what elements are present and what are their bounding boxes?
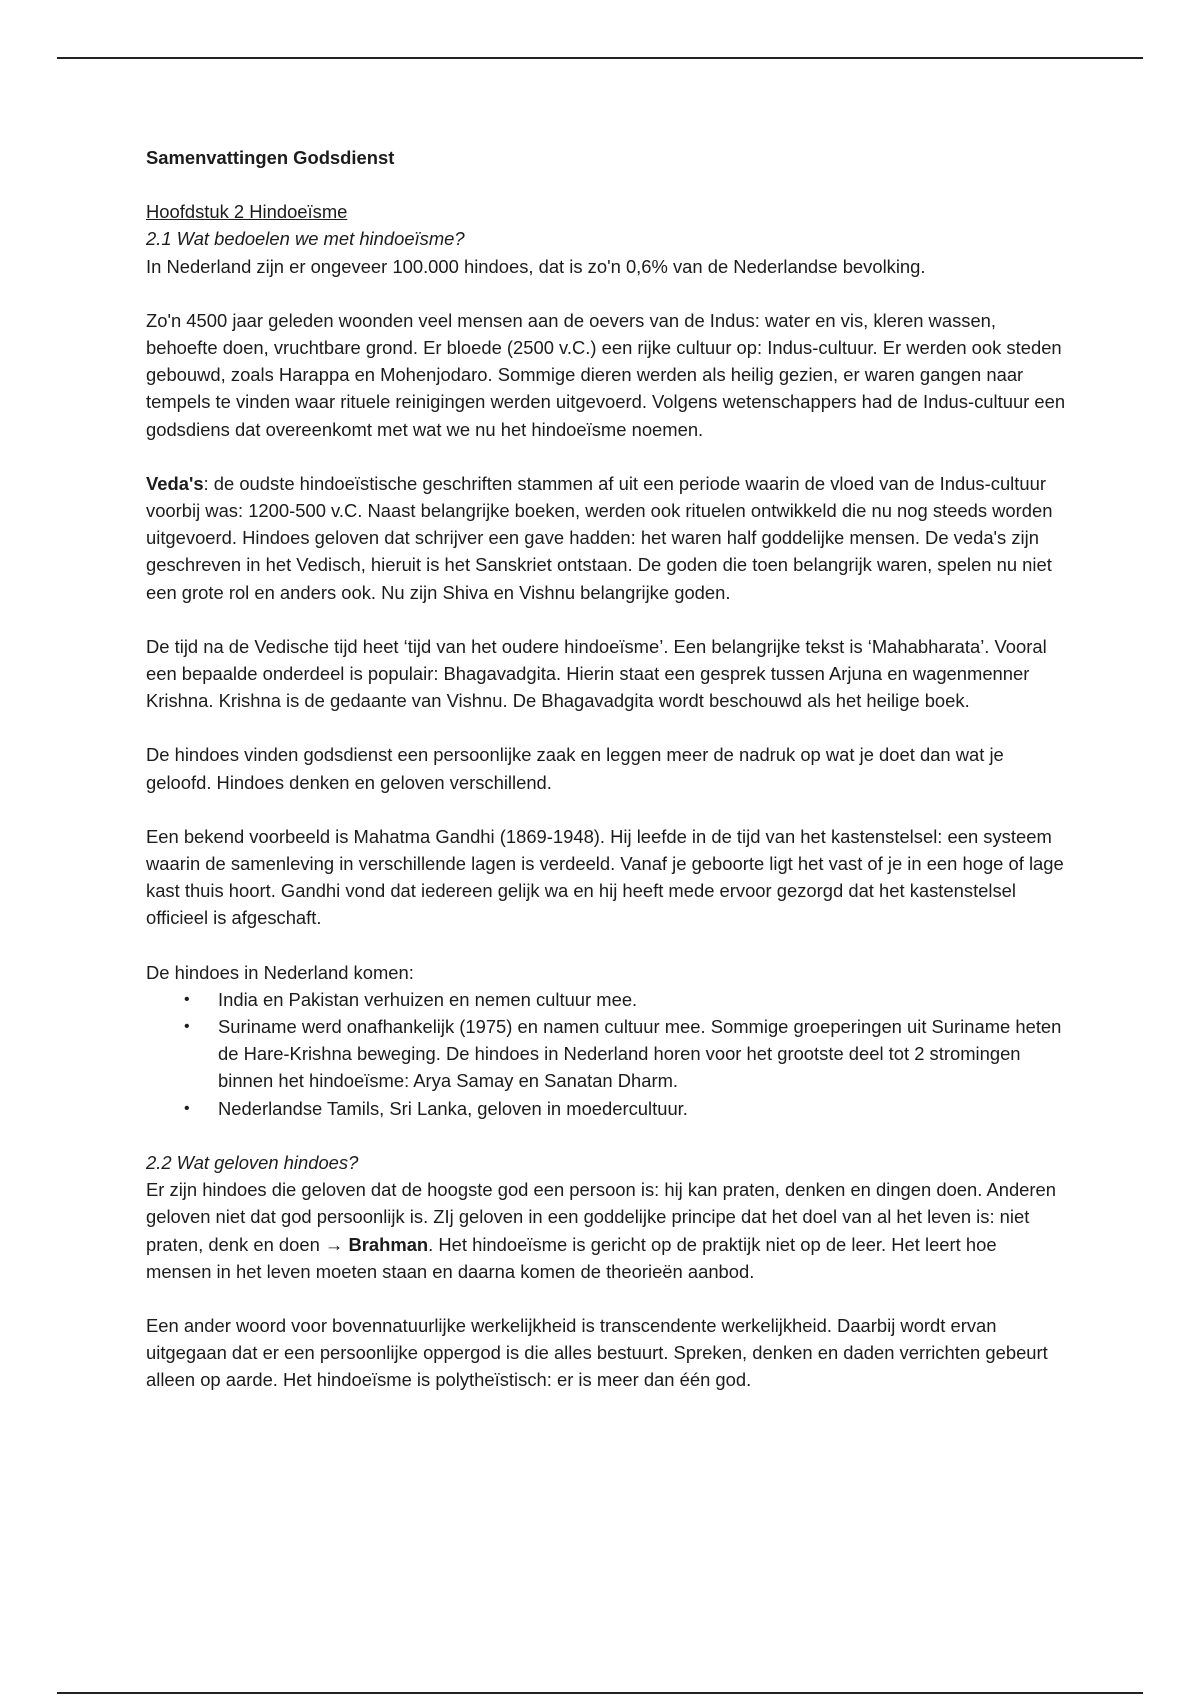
list-item-text: Nederlandse Tamils, Sri Lanka, geloven in moedercultuur.: [218, 1097, 688, 1119]
paragraph: In Nederland zijn er ongeveer 100.000 hindoes, dat is zo'n 0,6% van de Nederlandse bevolking.: [146, 255, 926, 277]
section-heading-2-2: 2.2 Wat geloven hindoes?: [146, 1151, 359, 1173]
list-item-text: Suriname werd onafhankelijk (1975) en namen cultuur mee. Sommige groeperingen uit Suriname heten de Hare-Krishna beweging. De hindoes in Nederland horen voor het grootste deel tot 2 stromingen binnen het hindoeïsme: Arya Samay en Sanatan Dharm.: [218, 1016, 1062, 1092]
list-item: [146, 1013, 1066, 1095]
paragraph: Een bekend voorbeeld is Mahatma Gandhi (1869-1948). Hij leefde in de tijd van het kastenstelsel: een systeem waarin de samenleving in verschillende lagen is verdeeld. Vanaf je geboorte ligt het vast of je in een hoge of lage kast thuis hoort. Gandhi vond dat iedereen gelijk wa en hij heeft mede ervoor gezorgd dat het kastenstelsel officieel is afgeschaft.: [146, 825, 1064, 929]
list-item-text: India en Pakistan verhuizen en nemen cultuur mee.: [218, 988, 638, 1010]
paragraph: [146, 470, 1066, 606]
paragraph-text: : de oudste hindoeïstische geschriften stammen af uit een periode waarin de vloed van de Indus-cultuur voorbij was: 1200-500 v.C. Naast belangrijke boeken, werden ook rituelen ontwikkeld die nu nog steeds worden uitgevoerd. Hindoes geloven dat schrijver een gave hadden: het waren half goddelijke mensen. De veda's zijn geschreven in het Vedisch, hieruit is het Sanskriet ontstaan. De goden die toen belangrijk waren, spelen nu niet een grote rol en anders ook. Nu zijn Shiva en Vishnu belangrijke goden.: [146, 472, 1053, 603]
bullet-icon: •: [184, 1099, 190, 1117]
paragraph: [146, 1176, 1066, 1285]
bullet-icon: •: [184, 1018, 190, 1036]
paragraph-text: Er zijn hindoes die geloven dat de hoogste god een persoon is: hij kan praten, denken en dingen doen. Anderen geloven niet dat god persoonlijk is. ZIj geloven in een goddelijke principe dat het doel van al het leven is: niet praten, denk en doen →: [146, 1179, 1056, 1255]
term-vedas: Veda's: [146, 472, 204, 494]
footer-rule: [57, 1692, 1143, 1694]
document-body: [146, 144, 1066, 1394]
paragraph-text: . Het hindoeïsme is gericht op de praktijk niet op de leer. Het leert hoe mensen in het leven moeten staan en daarna komen de theorieën aanbod.: [146, 1233, 997, 1282]
list-item: [146, 1095, 1066, 1122]
paragraph: Zo'n 4500 jaar geleden woonden veel mensen aan de oevers van de Indus: water en vis, kleren wassen, behoefte doen, vruchtbare grond. Er bloede (2500 v.C.) een rijke cultuur op: Indus-cultuur. Er werden ook steden gebouwd, zoals Harappa en Mohenjodaro. Sommige dieren werden als heilig gezien, er waren gangen naar tempels te vinden waar rituele reinigingen werden uitgevoerd. Volgens wetenschappers had de Indus-cultuur een godsdiens dat overeenkomt met wat we nu het hindoeïsme noemen.: [146, 309, 1066, 440]
paragraph: De tijd na de Vedische tijd heet ‘tijd van het oudere hindoeïsme’. Een belangrijke tekst is ‘Mahabharata’. Vooral een bepaalde onderdeel is populair: Bhagavadgita. Hierin staat een gesprek tussen Arjuna en wagenmenner Krishna. Krishna is de gedaante van Vishnu. De Bhagavadgita wordt beschouwd als het heilige boek.: [146, 635, 1047, 712]
term-brahman: Brahman: [348, 1233, 429, 1255]
paragraph: Een ander woord voor bovennatuurlijke werkelijkheid is transcendente werkelijkheid. Daarbij wordt ervan uitgegaan dat er een persoonlijke oppergod is die alles bestuurt. Spreken, denken en daden verrichten gebeurt alleen op aarde. Het hindoeïsme is polytheïstisch: er is meer dan één god.: [146, 1314, 1048, 1391]
bullet-icon: •: [184, 990, 190, 1008]
paragraph: De hindoes vinden godsdienst een persoonlijke zaak en leggen meer de nadruk op wat je doet dan wat je geloofd. Hindoes denken en geloven verschillend.: [146, 744, 1004, 793]
section-heading-2-1: 2.1 Wat bedoelen we met hindoeïsme?: [146, 228, 465, 250]
chapter-heading: Hoofdstuk 2 Hindoeïsme: [146, 201, 348, 223]
document-title: Samenvattingen Godsdienst: [146, 147, 395, 168]
list-item: [146, 986, 1066, 1013]
list-intro: De hindoes in Nederland komen:: [146, 961, 414, 983]
bullet-list: [146, 986, 1066, 1122]
header-rule: [57, 57, 1143, 59]
